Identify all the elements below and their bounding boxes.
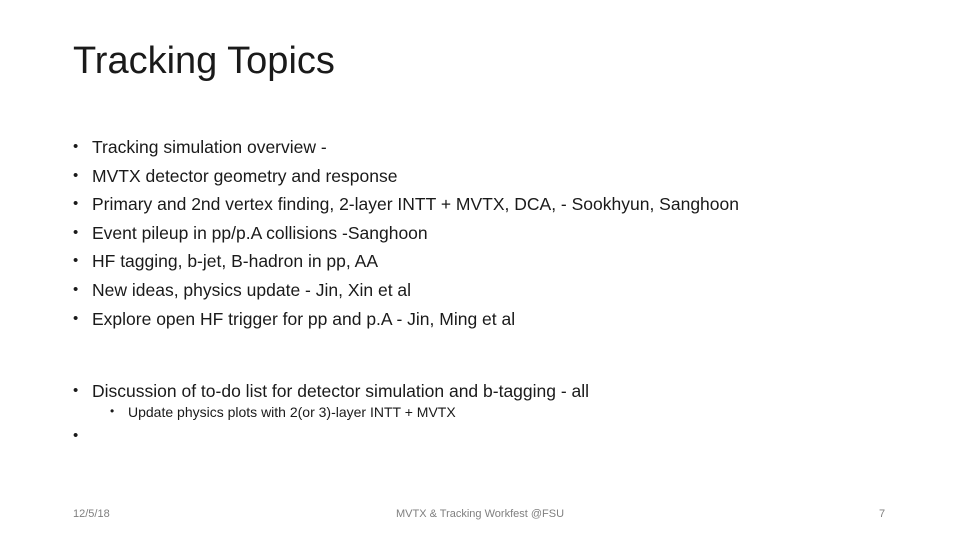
sub-bullet	[110, 404, 456, 420]
bullet-icon: •	[110, 404, 115, 418]
list-item-text: Explore open HF trigger for pp and p.A - Jin, Ming et al	[92, 308, 516, 329]
sub-bullet-text: Update physics plots with 2(or 3)-layer INTT + MVTX	[128, 404, 456, 420]
slide-title: Tracking Topics	[73, 40, 335, 82]
list-item	[73, 276, 739, 305]
bullet-icon: •	[73, 382, 79, 399]
bullet-icon: •	[73, 195, 79, 213]
discussion-list	[73, 377, 589, 405]
list-item	[73, 247, 739, 276]
empty-bullet-icon: •	[73, 427, 79, 444]
list-item	[73, 190, 739, 219]
discussion-text: Discussion of to-do list for detector simulation and b-tagging - all	[92, 381, 590, 401]
bullet-icon: •	[73, 223, 79, 241]
list-item	[73, 377, 589, 405]
bullet-icon: •	[73, 138, 79, 155]
footer-event: MVTX & Tracking Workfest @FSU	[395, 508, 565, 520]
bullet-icon: •	[73, 166, 79, 184]
bullet-icon: •	[73, 280, 79, 298]
list-item	[73, 305, 739, 334]
list-item	[73, 133, 739, 162]
list-item-text: HF tagging, b-jet, B-hadron in pp, AA	[92, 251, 378, 272]
list-item-text: New ideas, physics update - Jin, Xin et al	[92, 279, 412, 300]
list-item-text: Primary and 2nd vertex finding, 2-layer INTT + MVTX, DCA, - Sookhyun, Sanghoon	[92, 194, 739, 215]
topic-list	[73, 133, 739, 333]
bullet-icon: •	[73, 252, 79, 270]
list-item-text: MVTX detector geometry and response	[92, 165, 398, 186]
list-item-text: Event pileup in pp/p.A collisions -Sanghoon	[92, 222, 428, 243]
page-number: 7	[879, 508, 886, 520]
footer-date: 12/5/18	[73, 508, 110, 520]
list-item-text: Tracking simulation overview -	[92, 137, 327, 157]
list-item	[73, 162, 739, 191]
list-item	[73, 219, 739, 248]
bullet-icon: •	[73, 309, 79, 327]
